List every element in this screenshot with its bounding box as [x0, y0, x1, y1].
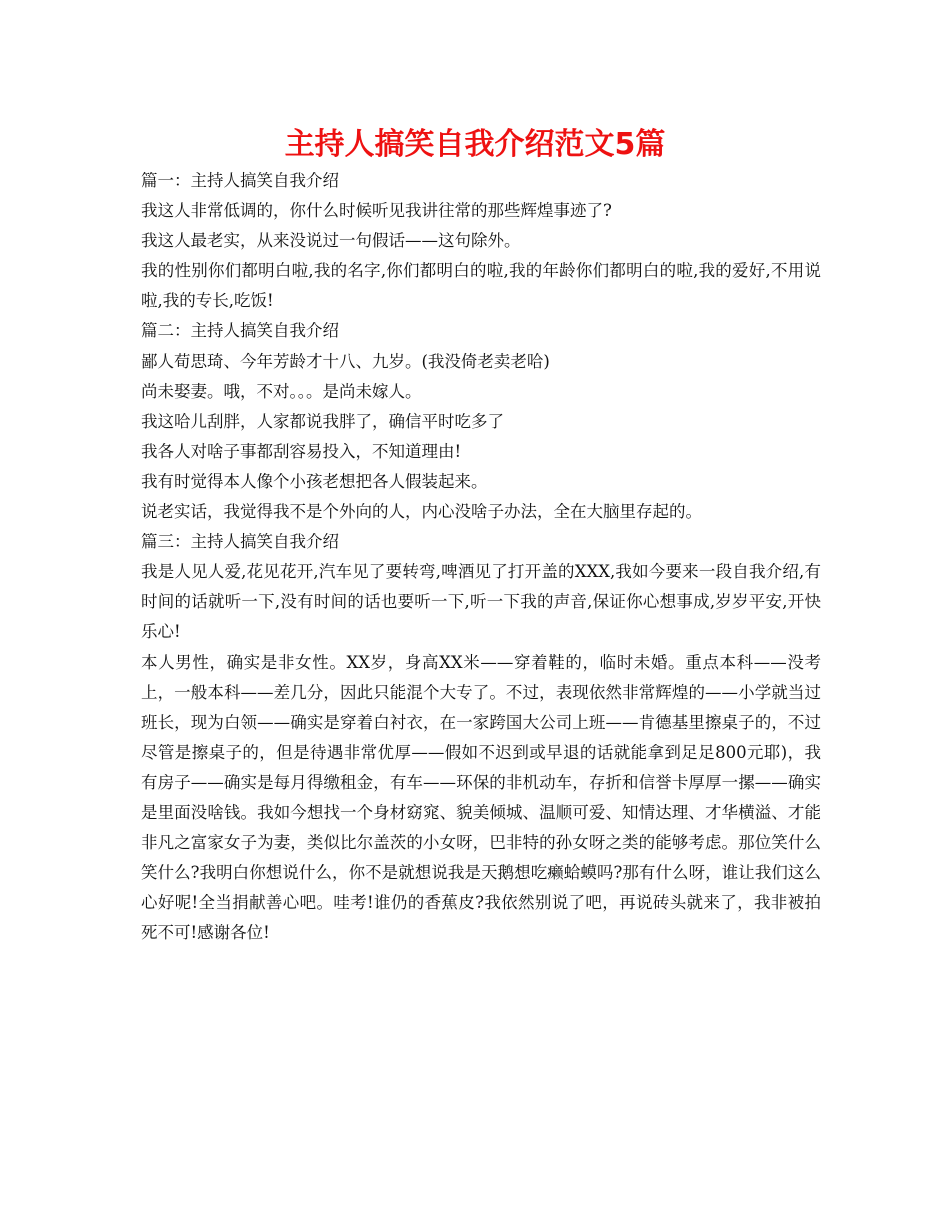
paragraph: 我各人对啥子事都刮容易投入，不知道理由! [141, 441, 462, 461]
document-title: 主持人搞笑自我介绍范文5篇 [284, 127, 666, 162]
paragraph: 我这人非常低调的，你什么时候听见我讲往常的那些辉煌事迹了? [141, 201, 612, 221]
paragraph: 鄙人荀思琦、今年芳龄才十八、九岁。(我没倚老卖老哈) [141, 351, 550, 371]
section-heading: 篇二：主持人搞笑自我介绍 [141, 321, 339, 341]
paragraph: 尚未娶妻。哦，不对。。。是尚未嫁人。 [141, 381, 422, 401]
paragraph: 我这人最老实，从来没说过一句假话——这句除外。 [141, 231, 521, 251]
paragraph: 我的性别你们都明白啦,我的名字,你们都明白的啦,我的年龄你们都明白的啦,我的爱好,不用说啦,我的专长,吃饭! [141, 261, 821, 311]
paragraph: 本人男性，确实是非女性。XX岁，身高XX米——穿着鞋的，临时未婚。重点本科——没考上，一般本科——差几分，因此只能混个大专了。不过，表现依然非常辉煌的——小学就当过班长，现为白领——确实是穿着白衬衣，在一家跨国大公司上班——肯德基里擦桌子的，不过尽管是擦桌子的，但是待遇非常优厚——假如不迟到或早退的话就能拿到足足800元耶)，我有房子——确实是每月得缴租金，有车——环保的非机动车，存折和信誉卡厚厚一摞——确实是里面没啥钱。我如今想找一个身材窈窕、貌美倾城、温顺可爱、知情达理、才华横溢、才能非凡之富家女子为妻，类似比尔盖茨的小女呀，巴非特的孙女呀之类的能够考虑。那位笑什么笑什么?我明白你想说什么，你不是就想说我是天鹅想吃癞蛤蟆吗?那有什么呀，谁让我们这么心好呢!全当捐献善心吧。哇考!谁仍的香蕉皮?我依然别说了吧，再说砖头就来了，我非被拍死不可!感谢各位! [141, 652, 821, 943]
paragraph: 我有时觉得本人像个小孩老想把各人假装起来。 [141, 471, 488, 491]
paragraph: 说老实话，我觉得我不是个外向的人，内心没啥子办法，全在大脑里存起的。 [141, 502, 702, 522]
section-heading: 篇三：主持人搞笑自我介绍 [141, 532, 339, 552]
paragraph: 我这哈儿刮胖，人家都说我胖了，确信平时吃多了 [141, 411, 504, 431]
paragraph: 我是人见人爱,花见花开,汽车见了要转弯,啤酒见了打开盖的XXX,我如今要来一段自我介绍,有时间的话就听一下,没有时间的话也要听一下,听一下我的声音,保证你心想事成,岁岁平安,开快乐心! [141, 562, 821, 642]
document-body [141, 166, 821, 948]
section-heading: 篇一：主持人搞笑自我介绍 [141, 171, 339, 190]
